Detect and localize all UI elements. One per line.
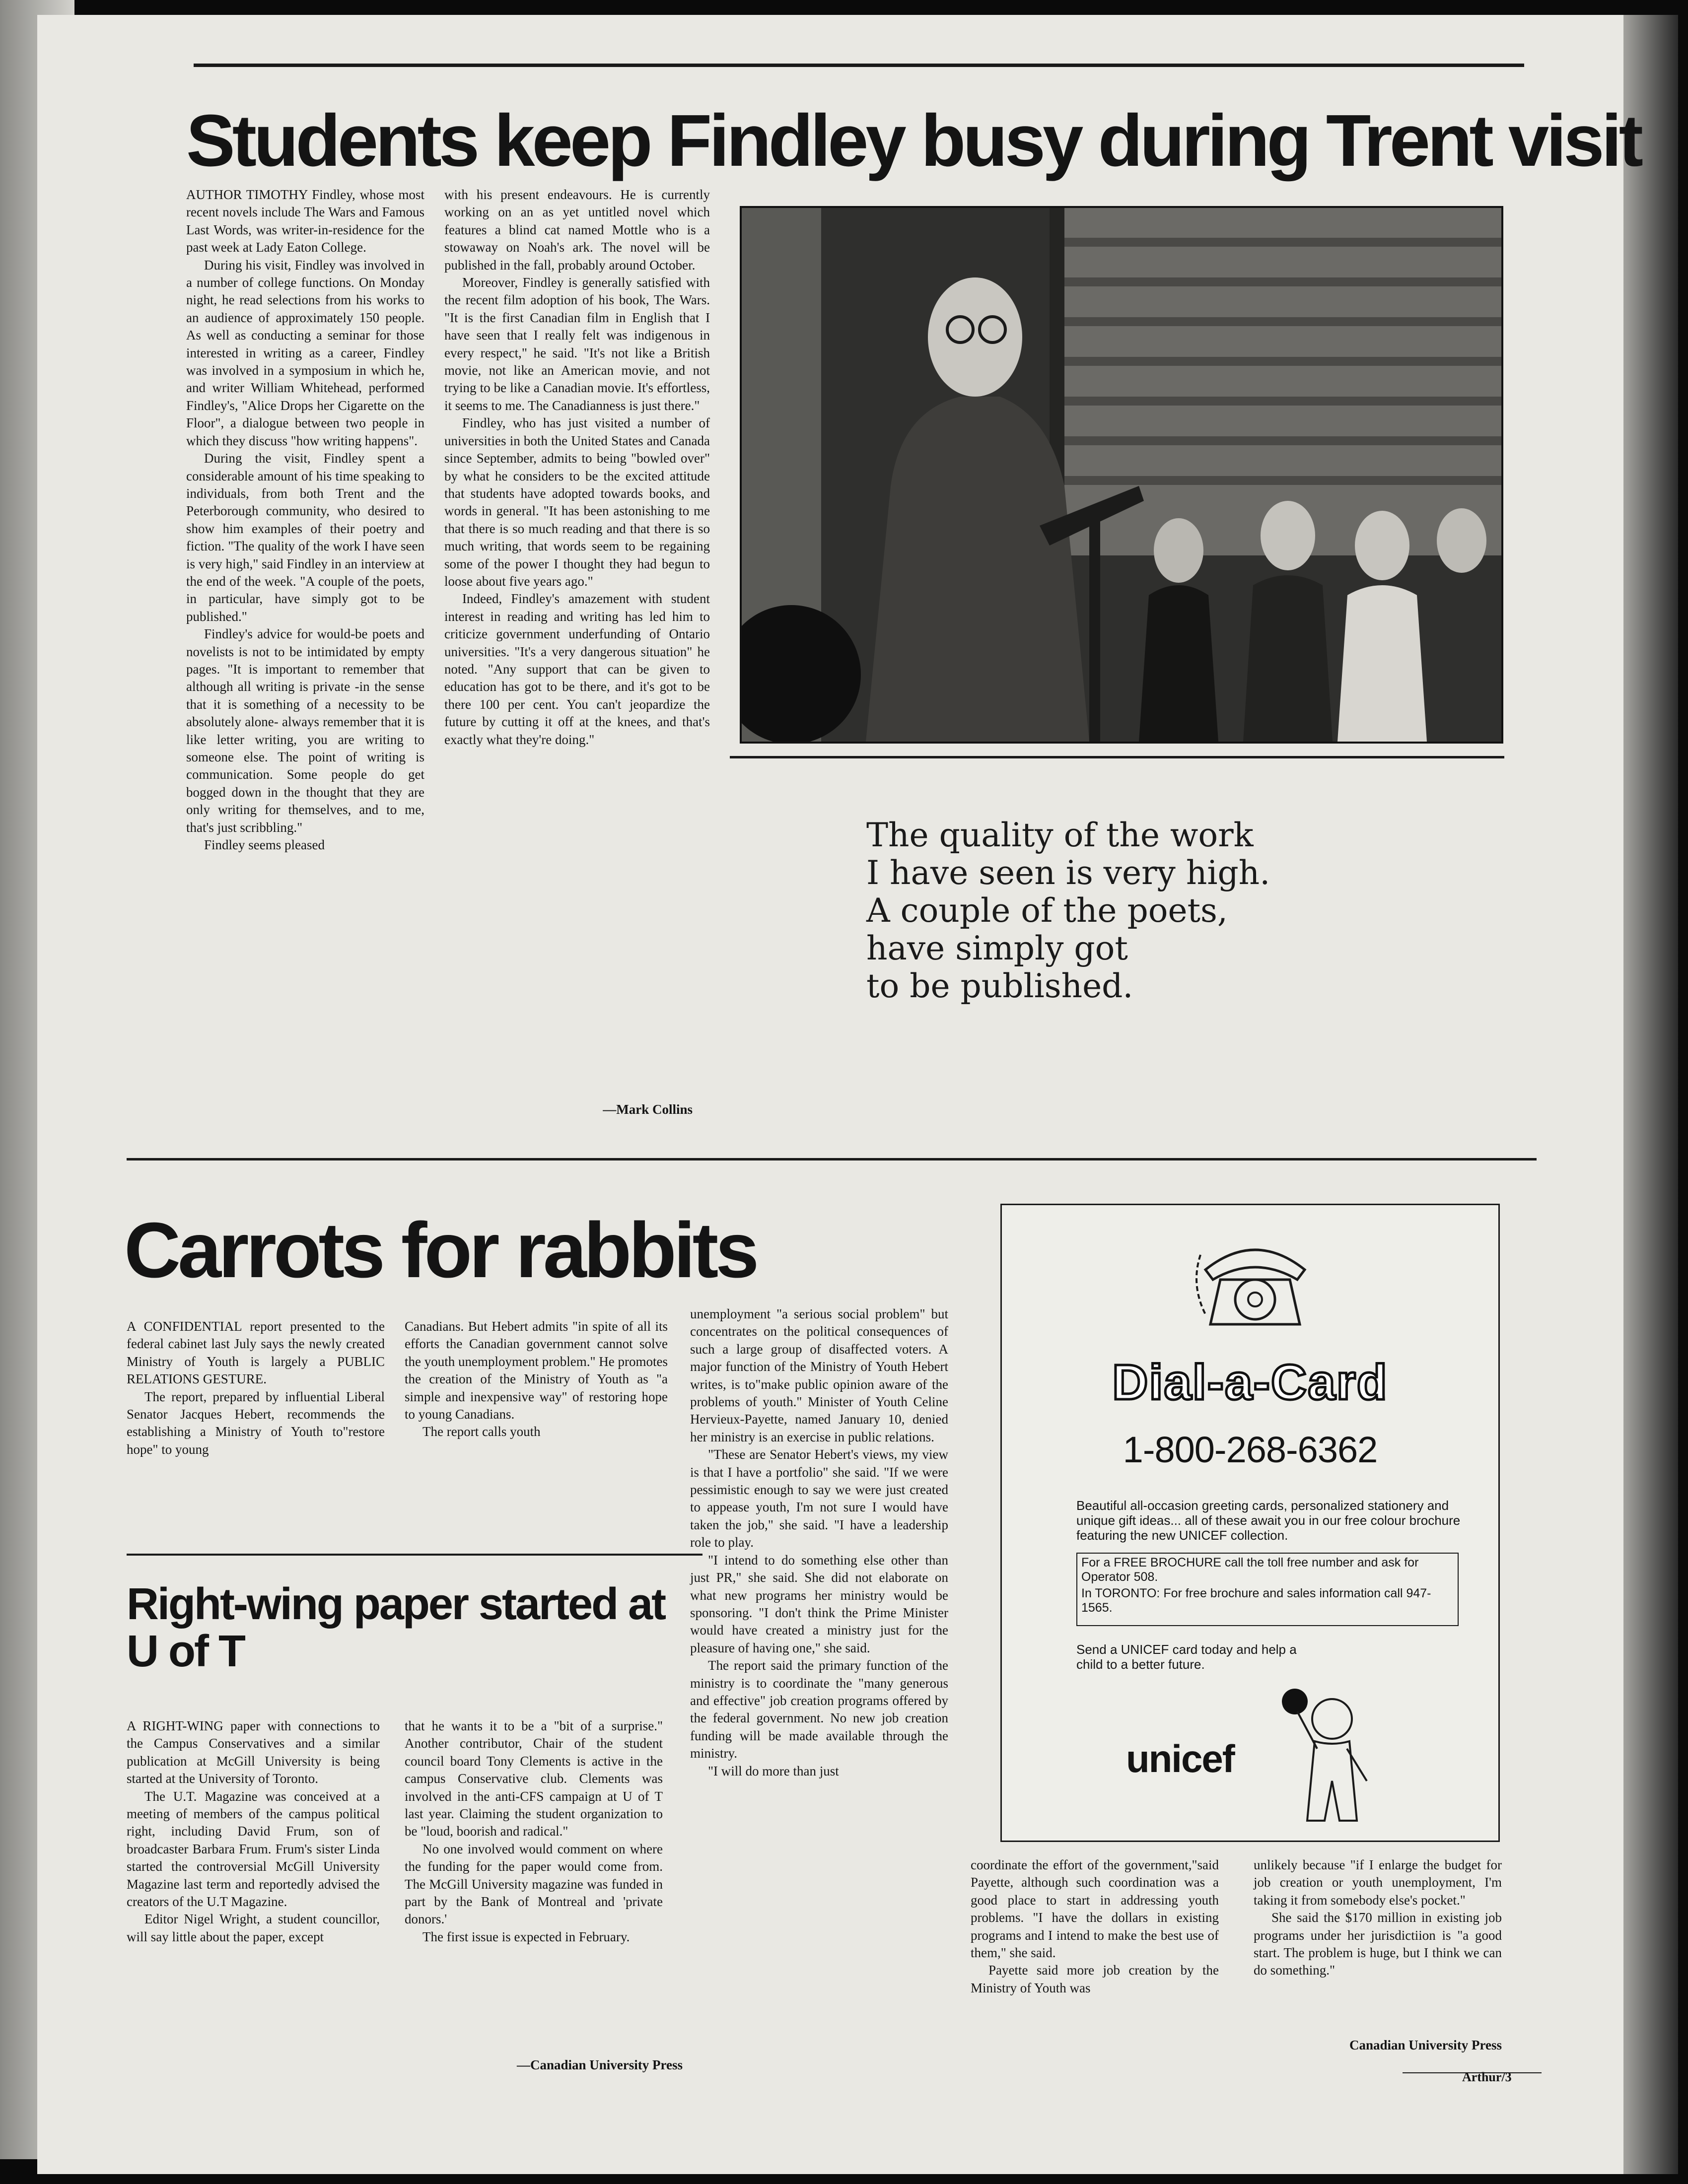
ad-cta: Send a UNICEF card today and help a child to a better future. [1076,1642,1297,1672]
story3-headline: Right-wing paper started at U of T [127,1579,665,1676]
story3-column-1 [127,1717,380,1946]
story3-column-2 [405,1717,663,1946]
story1-column-1 [186,186,424,854]
story2-para: "I intend to do something else other than just PR," she said. She did not elaborate on what new programs her ministry would be sponsoring. "I don't think the Prime Minister would have created a ministry just for the pleasure of having one," she said. [690,1552,948,1655]
story2-byline: Canadian University Press [1349,2038,1502,2052]
story2-para: coordinate the effort of the government,"said Payette, although such coordination was a good place to start in addressing youth problems. "I have the dollars in existing programs and I intend to make the best use of them," she said. [971,1857,1219,1961]
story2-column-5 [1254,1856,1502,1979]
story2-para: She said the $170 million in existing job programs under her jurisdictiion is "a good start. The problem is huge, but I think we can do something." [1254,1910,1502,1978]
story1-para: Findley seems pleased [204,837,325,853]
page-folio: Arthur/3 [1462,2070,1512,2084]
story3-para: Editor Nigel Wright, a student councillor, will say little about the paper, except [127,1911,380,1944]
dial-a-card-ad [1000,1204,1500,1842]
story2-para: Payette said more job creation by the Ministry of Youth was [971,1963,1219,1995]
story2-para: The report said the primary function of the ministry is to coordinate the "many generous and effective" job creation programs offered by the federal government. No new job creation funding will be made available through the ministry. [690,1658,948,1761]
story1-para: During the visit, Findley spent a considerable amount of his time speaking to individuals, from both Trent and the Peterborough community, who desired to show him examples of their poetry and fiction. "The quality of the work I have seen is very high," said Findley in an interview at the end of the week. "A couple of the poets, in particular, have simply got to be published." [186,451,424,624]
story1-byline: —Mark Collins [603,1102,693,1117]
story2-column-2 [405,1318,668,1441]
ad-blurb: Beautiful all-occasion greeting cards, personalized stationery and unique gift ideas... all of these await you in our free colour brochure featuring the new UNICEF collection. [1076,1498,1461,1543]
pull-quote-line: I have seen is very high. [866,854,1270,892]
middle-rule [127,1158,1537,1160]
ad-box-line: In TORONTO: For free brochure and sales information call 947-1565. [1081,1586,1431,1615]
findley-photo [740,206,1503,744]
story3-para: The first issue is expected in February. [422,1929,630,1944]
story3-para: The U.T. Magazine was conceived at a meeting of members of the campus political right, including David Frum, son of broadcaster Barbara Frum. Frum's sister Linda started the controversial McGill University Magazine last term and reportedly advised the creators of the U.T Magazine. [127,1788,380,1910]
story2-para: The report calls youth [422,1424,541,1439]
story1-para: During his visit, Findley was involved in a number of college functions. On Monday night, he read selections from his works to an audience of approximately 150 people. As well as conducting a seminar for those interested in writing as a career, Findley was involved in a symposium in which he, and writer William Whitehead, performed Findley's, "Alice Drops her Cigarette on the Floor", a dialogue between two people in which they discuss "how writing happens". [186,257,424,448]
pull-quote-line: to be published. [866,967,1133,1005]
story2-headline: Carrots for rabbits [124,1207,757,1294]
ad-logo: Dial-a-Card [1112,1355,1388,1410]
pull-quote-line: The quality of the work [866,816,1254,854]
story2-para: A CONFIDENTIAL report presented to the federal cabinet last July says the newly created Ministry of Youth is largely a PUBLIC RELATIONS GESTURE. [127,1319,385,1387]
story3-byline: —Canadian University Press [516,2057,683,2072]
story3-para: No one involved would comment on where the funding for the paper would come from. The McGill University magazine was funded in part by the Bank of Montreal and 'private donors.' [405,1841,663,1927]
story1-para: Findley's advice for would-be poets and novelists is not to be intimidated by empty pages. "It is important to remember that although all writing is private -in the sense that it is something of a necessity to be absolutely alone- always remember that it is like letter writing, you are writing to someone else. The point of writing is communication. Some people do get bogged down in the thought that they are only writing for themselves, and to me, that's just scribbling." [186,626,424,835]
section-rule [127,1554,703,1556]
ad-info-box [1076,1553,1459,1626]
story1-headline: Students keep Findley busy during Trent visit [186,100,1640,182]
pull-quote-line: A couple of the poets, [866,891,1228,930]
unicef-logo: unicef [1126,1737,1234,1780]
photo-illustration [742,208,1501,742]
story2-para: "I will do more than just [708,1763,839,1778]
story2-para: unemployment "a serious social problem" but concentrates on the political consequences of such a large group of disaffected voters. A major function of the Ministry of Youth Hebert writes, is to"make public opinion aware of the problems of youth." Minister of Youth Celine Hervieux-Payette, named January 10, denied her ministry is an exercise in public relations. [690,1306,948,1444]
child-figure-icon [1270,1682,1379,1831]
story1-para: AUTHOR TIMOTHY Findley, whose most recent novels include The Wars and Famous Last Words, was writer-in-residence for the past week at Lady Eaton College. [186,187,424,255]
story2-column-3 [690,1305,948,1780]
story2-para: unlikely because "if I enlarge the budget for job creation or youth unemployment, I'm taking it from somebody else's pocket." [1254,1857,1502,1908]
story1-para: with his present endeavours. He is currently working on an as yet untitled novel which features a blind cat named Mottle who is a stowaway on Noah's ark. The novel will be published in the fall, probably around October. [444,187,710,273]
newspaper-page [37,15,1640,2174]
story2-para: The report, prepared by influential Liberal Senator Jacques Hebert, recommends the establishing a Ministry of Youth to"restore hope" to young [127,1389,385,1457]
story1-para: Findley, who has just visited a number of universities in both the United States and Canada since September, admits to being "bowled over" by what he considers to be the excited attitude that students have adopted towards books, and words in general. "It has been astonishing to me that there is so much reading and that there is so much writing, that words seem to be regaining some of the power I thought they had begun to loose about five years ago." [444,415,710,589]
story2-column-4 [971,1856,1219,1997]
ad-phone-number: 1-800-268-6362 [1123,1429,1378,1470]
story3-para: that he wants it to be a "bit of a surprise." Another contributor, Chair of the student council board Tony Clements is active in the campus Conservative club. Clements was involved in the anti-CFS campaign at U of T last year. Claiming the student organization to be "loud, boorish and radical." [405,1718,663,1839]
telephone-icon [1191,1225,1320,1334]
top-rule [194,64,1524,67]
story1-para: Indeed, Findley's amazement with student interest in reading and writing has led him to criticize government underfunding of Ontario universities. "It's a very dangerous situation" he noted. "Any support that can be given to education has got to be there, and it's got to be there 100 per cent. You can't jeopardize the future by cutting it off at the knees, and that's exactly what they're doing." [444,591,710,747]
story2-para: "These are Senator Hebert's views, my view is that I have a portfolio" she said. "If we were pessimistic enough to say we were just created to appease youth, I'm not sure I would have taken the job," she said. "I have a leadership role to play. [690,1447,948,1550]
pull-quote [866,817,1512,1005]
photo-underline [730,756,1504,758]
pull-quote-line: have simply got [866,929,1128,967]
story2-para: Canadians. But Hebert admits "in spite of all its efforts the Canadian government cannot solve the youth unemployment problem." He promotes the creation of the Ministry of Youth as "a simple and inexpensive way" of restoring hope to young Canadians. [405,1319,668,1422]
story2-column-1 [127,1318,385,1458]
ad-box-line: For a FREE BROCHURE call the toll free number and ask for Operator 508. [1081,1556,1419,1584]
story1-column-2 [444,186,710,749]
story3-para: A RIGHT-WING paper with connections to the Campus Conservatives and a similar publication at McGill University is being started at the University of Toronto. [127,1718,380,1786]
story1-para: Moreover, Findley is generally satisfied with the recent film adoption of his book, The Wars. "It is the first Canadian film in English that I have seen that I really felt was indigenous in every respect," he said. "It's not like a British movie, not like an American movie, and not trying to be like a Canadian movie. It's effortless, it seems to me. The Canadianness is just there." [444,275,710,413]
